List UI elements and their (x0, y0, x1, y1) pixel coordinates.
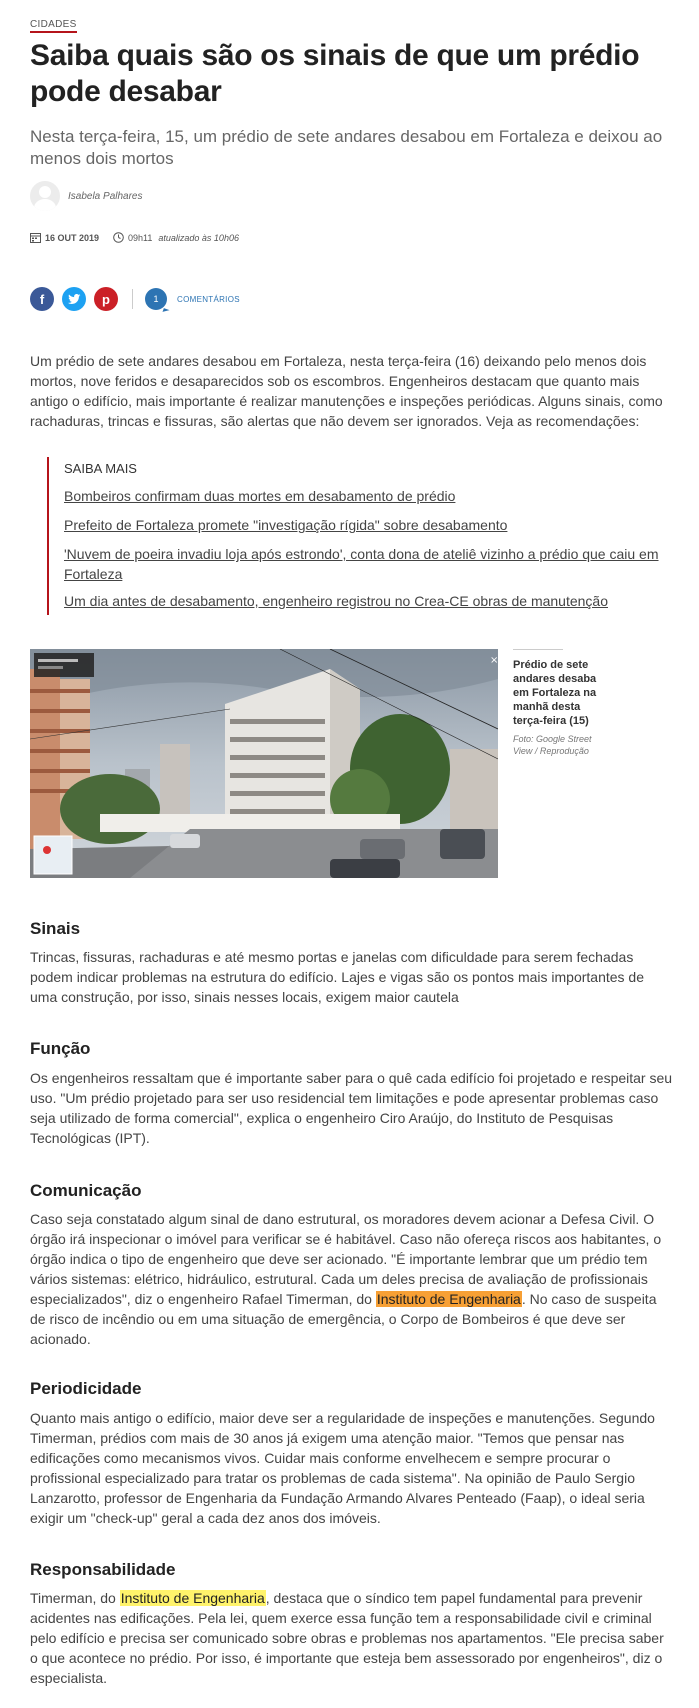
article-meta (30, 232, 239, 243)
avatar (30, 181, 60, 211)
publish-time: 09h11 (128, 232, 153, 243)
related-link[interactable]: Um dia antes de desabamento, engenheiro registrou no Crea-CE obras de manutenção (64, 593, 608, 609)
related-link[interactable]: Bombeiros confirmam duas mortes em desabamento de prédio (64, 488, 456, 504)
twitter-icon (68, 294, 81, 305)
comments-count-badge[interactable] (145, 288, 167, 310)
section-text-sinais: Trincas, fissuras, rachaduras e até mesmo portas e janelas com dificuldade para serem fechadas podem indicar problemas na estrutura do edifício. Lajes e vigas são os pontos mais importantes de uma construção, por isso, sinais nesses locais, exigem maior cautela (30, 949, 645, 1005)
section-text-responsabilidade (30, 1588, 675, 1688)
author-byline (30, 181, 143, 211)
twitter-share-button[interactable] (62, 287, 86, 311)
intro-paragraph: Um prédio de sete andares desabou em Fortaleza, nesta terça-feira (16) deixando pelo menos dois mortos, nove feridos e desaparecidos sob os escombros. Engenheiros destacam que quanto mais antigo o edifício, mais importante é realizar manutenções e inspeções periódicas. Alguns sinais, como rachaduras, trincas e fissuras, são alertas que não devem ser ignorados. Veja as recomendações: (30, 353, 663, 429)
clock-icon (113, 232, 124, 243)
related-link[interactable]: 'Nuvem de poeira invadiu loja após estrondo', conta dona de ateliê vizinho a prédio que caiu em Fortaleza (64, 546, 659, 582)
divider (132, 289, 133, 309)
text-run: Caso seja constatado algum sinal de dano estrutural, os moradores devem acionar a Defesa Civil. O órgão irá inspecionar o imóvel para verificar se é habitável. Caso não ofereça riscos aos habitantes, o órgão indica o tipo de engenheiro que deve ser acionado. "É importante lembrar que um prédio tem vários sistemas: elétrico, hidráulico, estrutural. Cada um deles precisa de avaliação de profissionais especializados", diz o engenheiro Rafael Timerman, do (30, 1211, 662, 1307)
text-run: , destaca que o síndico tem papel fundamental para prevenir acidentes nas edificações. Pela lei, quem exerce essa função tem a responsabilidade civil e criminal pelo edifício e precisa ser comunicado sobre obras e problemas nos apartamentos. "Ele precisa saber o que acontece no prédio. Por isso, é importante que esteja bem assessorado por engenheiros", diz o especialista. (30, 1590, 664, 1686)
section-title-responsabilidade: Responsabilidade (30, 1560, 176, 1579)
photo-credit: Foto: Google Street View / Reprodução (513, 734, 592, 756)
facebook-icon: f (39, 291, 45, 307)
highlighted-term[interactable]: Instituto de Engenharia (376, 1291, 521, 1307)
article-photo[interactable] (30, 649, 498, 878)
street-view-photo (30, 649, 498, 878)
section-title-funcao: Função (30, 1039, 91, 1058)
section-title-sinais: Sinais (30, 919, 81, 938)
calendar-icon (30, 232, 41, 243)
section-text-comunicacao (30, 1209, 675, 1349)
author-name[interactable]: Isabela Palhares (68, 190, 143, 202)
section-text-periodicidade: Quanto mais antigo o edifício, maior deve ser a regularidade de inspeções e manutenções. Segundo Timerman, prédios com mais de 30 anos já exigem uma atenção maior. "Temos que pensar nas edificações como mecanismos vivos. Cuidar mais conforme envelhecem e sempre procurar o profissional especializado para tratar os problemas de cada sistema". Na opinião de Paulo Sergio Lanzarotto, professor de Engenharia da Fundação Armando Alvares Penteado (Faap), o ideal seria exigir um "check-up" geral a cada dez anos dos imóveis. (30, 1410, 655, 1526)
section-title-periodicidade: Periodicidade (30, 1379, 142, 1398)
pinterest-share-button[interactable] (94, 287, 118, 311)
caption-text: Prédio de sete andares desaba em Fortaleza na manhã desta terça-feira (15) (513, 659, 597, 727)
svg-text:×: × (490, 655, 498, 666)
section-tag[interactable]: CIDADES (30, 19, 77, 33)
photo-caption (513, 649, 603, 757)
publish-date: 16 OUT 2019 (45, 232, 100, 243)
comments-count: 1 (153, 294, 159, 304)
facebook-share-button[interactable] (30, 287, 54, 311)
headline: Saiba quais são os sinais de que um prédio pode desabar (30, 39, 640, 108)
text-run: Timerman, do (30, 1590, 120, 1606)
highlighted-term[interactable]: Instituto de Engenharia (120, 1590, 265, 1606)
share-bar (30, 287, 240, 311)
text-run: . No caso de suspeita de risco de incêndio ou em uma situação de emergência, o Corpo de Bombeiros é que deve ser acionado. (30, 1291, 657, 1347)
subtitle: Nesta terça-feira, 15, um prédio de sete andares desabou em Fortaleza e deixou ao menos dois mortos (30, 127, 663, 168)
section-title-comunicacao: Comunicação (30, 1181, 142, 1200)
saiba-mais-box (47, 457, 692, 615)
caption-rule (513, 649, 563, 650)
related-link[interactable]: Prefeito de Fortaleza promete "investigação rígida" sobre desabamento (64, 517, 508, 533)
comments-link[interactable]: COMENTÁRIOS (177, 294, 240, 304)
saiba-mais-title: SAIBA MAIS (64, 461, 137, 476)
pinterest-icon: p (102, 291, 110, 307)
section-text-funcao: Os engenheiros ressaltam que é importante saber para o quê cada edifício foi projetado e respeitar seu uso. "Um prédio projetado para ser uso residencial tem limitações e pode apresentar problemas caso seja utilizado de forma comercial", explica o engenheiro Ciro Araújo, do Instituto de Pesquisas Tecnológicas (IPT). (30, 1070, 673, 1146)
updated-time: atualizado às 10h06 (158, 232, 239, 243)
